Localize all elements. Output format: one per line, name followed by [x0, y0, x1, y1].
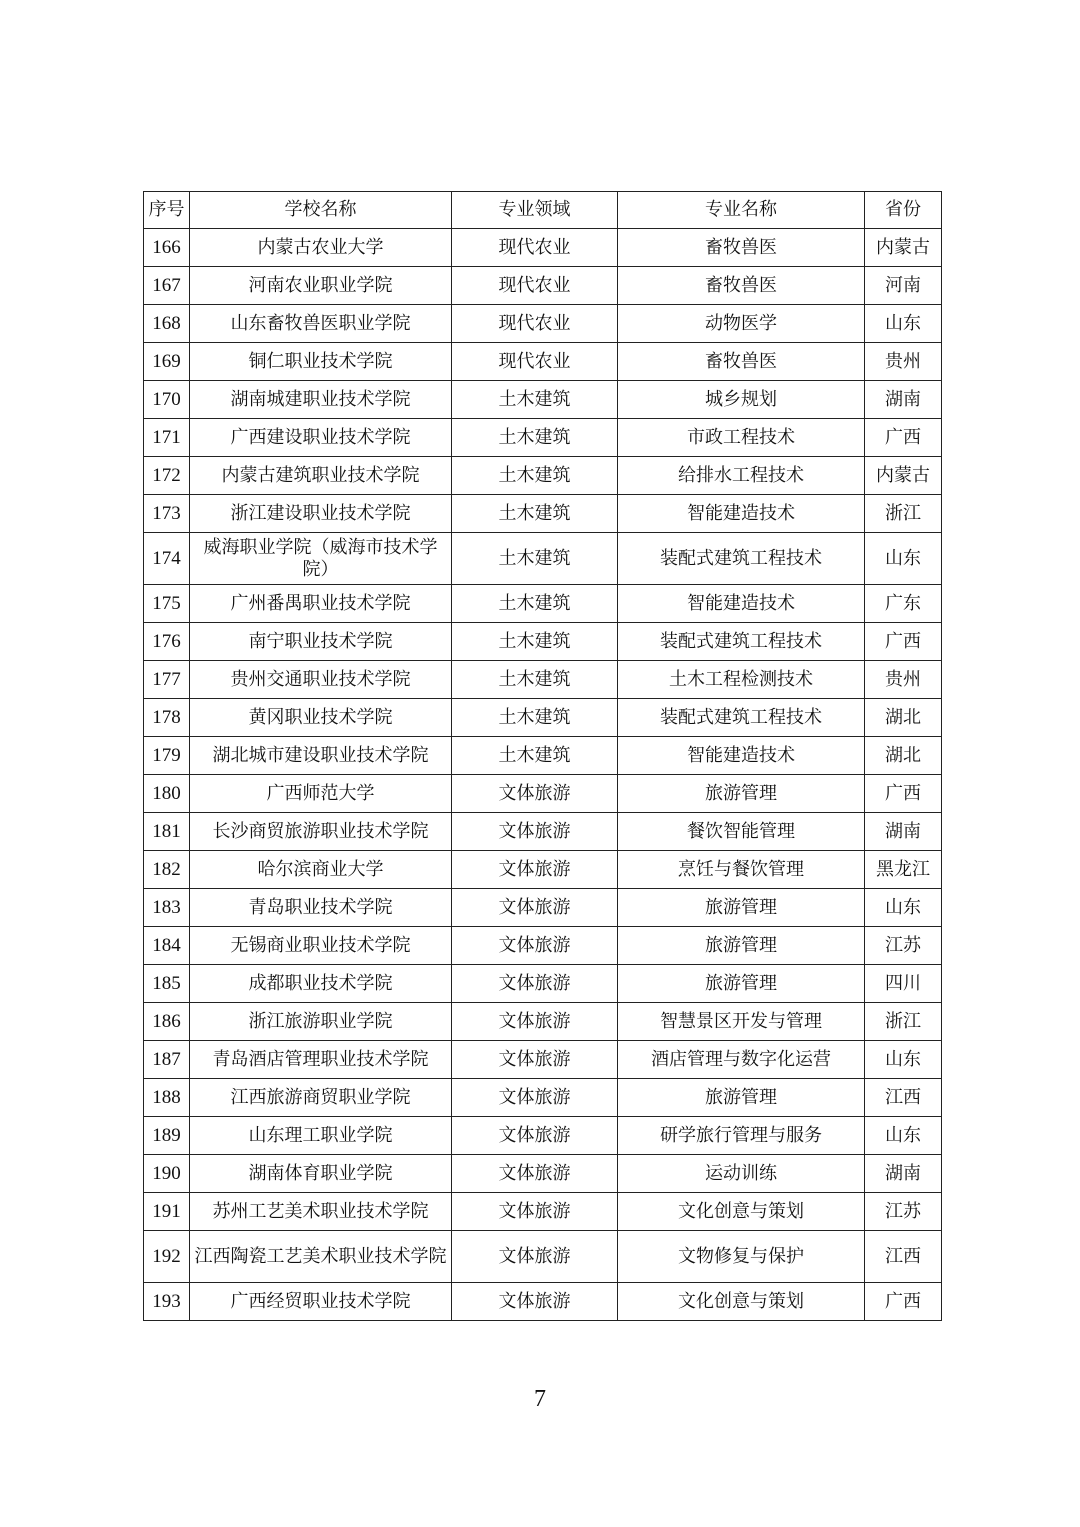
cell-school: 哈尔滨商业大学: [190, 851, 452, 889]
cell-major: 装配式建筑工程技术: [618, 699, 865, 737]
cell-province: 广西: [865, 623, 942, 661]
cell-major: 研学旅行管理与服务: [618, 1117, 865, 1155]
cell-school: 贵州交通职业技术学院: [190, 661, 452, 699]
cell-major: 智能建造技术: [618, 585, 865, 623]
cell-field: 文体旅游: [452, 1193, 618, 1231]
cell-major: 旅游管理: [618, 965, 865, 1003]
cell-field: 现代农业: [452, 267, 618, 305]
cell-school: 黄冈职业技术学院: [190, 699, 452, 737]
cell-province: 江苏: [865, 1193, 942, 1231]
cell-school: 山东理工职业学院: [190, 1117, 452, 1155]
cell-school: 无锡商业职业技术学院: [190, 927, 452, 965]
cell-major: 旅游管理: [618, 1079, 865, 1117]
cell-province: 内蒙古: [865, 229, 942, 267]
cell-no: 174: [144, 533, 190, 585]
table-row: [144, 661, 942, 699]
table-row: [144, 851, 942, 889]
cell-major: 动物医学: [618, 305, 865, 343]
cell-school: 浙江建设职业技术学院: [190, 495, 452, 533]
cell-field: 土木建筑: [452, 661, 618, 699]
cell-major: 畜牧兽医: [618, 267, 865, 305]
cell-school: 南宁职业技术学院: [190, 623, 452, 661]
cell-major: 旅游管理: [618, 927, 865, 965]
cell-school: 江西陶瓷工艺美术职业技术学院: [190, 1231, 452, 1283]
table-row: [144, 737, 942, 775]
cell-major: 文化创意与策划: [618, 1283, 865, 1321]
table-body: [144, 229, 942, 1321]
cell-field: 文体旅游: [452, 813, 618, 851]
cell-major: 智能建造技术: [618, 495, 865, 533]
cell-province: 广西: [865, 419, 942, 457]
cell-province: 四川: [865, 965, 942, 1003]
cell-major: 市政工程技术: [618, 419, 865, 457]
cell-no: 170: [144, 381, 190, 419]
cell-major: 装配式建筑工程技术: [618, 623, 865, 661]
cell-school: 成都职业技术学院: [190, 965, 452, 1003]
cell-field: 土木建筑: [452, 381, 618, 419]
cell-province: 浙江: [865, 1003, 942, 1041]
table-row: [144, 229, 942, 267]
table-row: [144, 495, 942, 533]
table-row: [144, 813, 942, 851]
table-row: [144, 623, 942, 661]
table-row: [144, 965, 942, 1003]
cell-field: 土木建筑: [452, 585, 618, 623]
table-row: [144, 267, 942, 305]
cell-major: 土木工程检测技术: [618, 661, 865, 699]
cell-major: 城乡规划: [618, 381, 865, 419]
cell-school: 青岛职业技术学院: [190, 889, 452, 927]
cell-major: 旅游管理: [618, 889, 865, 927]
cell-school: 铜仁职业技术学院: [190, 343, 452, 381]
cell-major: 给排水工程技术: [618, 457, 865, 495]
header-province: 省份: [865, 192, 942, 229]
cell-school: 湖南体育职业学院: [190, 1155, 452, 1193]
cell-major: 文化创意与策划: [618, 1193, 865, 1231]
table-row: [144, 305, 942, 343]
cell-no: 179: [144, 737, 190, 775]
cell-school: 广西建设职业技术学院: [190, 419, 452, 457]
cell-field: 文体旅游: [452, 1003, 618, 1041]
header-no: 序号: [144, 192, 190, 229]
cell-major: 装配式建筑工程技术: [618, 533, 865, 585]
cell-province: 湖南: [865, 813, 942, 851]
cell-field: 现代农业: [452, 343, 618, 381]
cell-school: 内蒙古农业大学: [190, 229, 452, 267]
cell-field: 现代农业: [452, 229, 618, 267]
cell-province: 内蒙古: [865, 457, 942, 495]
cell-no: 169: [144, 343, 190, 381]
cell-province: 浙江: [865, 495, 942, 533]
cell-province: 山东: [865, 1117, 942, 1155]
table-row: [144, 775, 942, 813]
cell-province: 江西: [865, 1231, 942, 1283]
cell-school: 广西师范大学: [190, 775, 452, 813]
cell-province: 山东: [865, 533, 942, 585]
table-row: [144, 457, 942, 495]
cell-major: 运动训练: [618, 1155, 865, 1193]
cell-province: 山东: [865, 1041, 942, 1079]
table-row: [144, 1079, 942, 1117]
cell-major: 烹饪与餐饮管理: [618, 851, 865, 889]
cell-no: 186: [144, 1003, 190, 1041]
cell-field: 土木建筑: [452, 737, 618, 775]
cell-field: 土木建筑: [452, 457, 618, 495]
cell-school: 山东畜牧兽医职业学院: [190, 305, 452, 343]
cell-field: 文体旅游: [452, 1079, 618, 1117]
cell-school: 广西经贸职业技术学院: [190, 1283, 452, 1321]
cell-no: 193: [144, 1283, 190, 1321]
cell-province: 广东: [865, 585, 942, 623]
cell-no: 187: [144, 1041, 190, 1079]
cell-major: 酒店管理与数字化运营: [618, 1041, 865, 1079]
cell-major: 智慧景区开发与管理: [618, 1003, 865, 1041]
cell-province: 贵州: [865, 343, 942, 381]
table-row: [144, 927, 942, 965]
cell-school: 青岛酒店管理职业技术学院: [190, 1041, 452, 1079]
cell-province: 河南: [865, 267, 942, 305]
table-row: [144, 1155, 942, 1193]
cell-field: 文体旅游: [452, 889, 618, 927]
cell-major: 文物修复与保护: [618, 1231, 865, 1283]
cell-no: 180: [144, 775, 190, 813]
cell-province: 广西: [865, 775, 942, 813]
cell-school: 威海职业学院（威海市技术学院）: [190, 533, 452, 585]
cell-school: 江西旅游商贸职业学院: [190, 1079, 452, 1117]
cell-no: 173: [144, 495, 190, 533]
cell-no: 183: [144, 889, 190, 927]
cell-field: 土木建筑: [452, 495, 618, 533]
cell-no: 172: [144, 457, 190, 495]
page-number: 7: [534, 1386, 546, 1412]
cell-province: 湖北: [865, 737, 942, 775]
cell-no: 176: [144, 623, 190, 661]
cell-no: 191: [144, 1193, 190, 1231]
cell-field: 土木建筑: [452, 419, 618, 457]
schools-table: [143, 191, 942, 1321]
header-row: [144, 192, 942, 229]
cell-no: 175: [144, 585, 190, 623]
cell-school: 河南农业职业学院: [190, 267, 452, 305]
cell-province: 贵州: [865, 661, 942, 699]
cell-major: 畜牧兽医: [618, 229, 865, 267]
cell-province: 江苏: [865, 927, 942, 965]
cell-no: 188: [144, 1079, 190, 1117]
cell-school: 广州番禺职业技术学院: [190, 585, 452, 623]
cell-school: 湖北城市建设职业技术学院: [190, 737, 452, 775]
cell-no: 182: [144, 851, 190, 889]
cell-no: 184: [144, 927, 190, 965]
cell-field: 土木建筑: [452, 533, 618, 585]
cell-field: 文体旅游: [452, 1155, 618, 1193]
cell-province: 湖南: [865, 1155, 942, 1193]
cell-no: 181: [144, 813, 190, 851]
cell-province: 湖南: [865, 381, 942, 419]
header-major: 专业名称: [618, 192, 865, 229]
cell-province: 广西: [865, 1283, 942, 1321]
table-row: [144, 1283, 942, 1321]
cell-no: 190: [144, 1155, 190, 1193]
cell-field: 文体旅游: [452, 1231, 618, 1283]
cell-major: 餐饮智能管理: [618, 813, 865, 851]
table-row: [144, 889, 942, 927]
cell-field: 土木建筑: [452, 699, 618, 737]
cell-no: 189: [144, 1117, 190, 1155]
cell-no: 185: [144, 965, 190, 1003]
table-row: [144, 699, 942, 737]
cell-province: 黑龙江: [865, 851, 942, 889]
cell-field: 文体旅游: [452, 927, 618, 965]
cell-province: 山东: [865, 889, 942, 927]
cell-major: 智能建造技术: [618, 737, 865, 775]
cell-no: 167: [144, 267, 190, 305]
table-row: [144, 1003, 942, 1041]
cell-school: 浙江旅游职业学院: [190, 1003, 452, 1041]
cell-province: 山东: [865, 305, 942, 343]
table-row: [144, 1117, 942, 1155]
cell-field: 文体旅游: [452, 965, 618, 1003]
table-row: [144, 1041, 942, 1079]
cell-major: 畜牧兽医: [618, 343, 865, 381]
table-row: [144, 343, 942, 381]
table-row: [144, 1231, 942, 1283]
table-header: [144, 192, 942, 229]
cell-school: 湖南城建职业技术学院: [190, 381, 452, 419]
cell-field: 文体旅游: [452, 851, 618, 889]
header-school: 学校名称: [190, 192, 452, 229]
cell-field: 文体旅游: [452, 1283, 618, 1321]
cell-school: 内蒙古建筑职业技术学院: [190, 457, 452, 495]
cell-field: 文体旅游: [452, 775, 618, 813]
cell-province: 湖北: [865, 699, 942, 737]
cell-no: 168: [144, 305, 190, 343]
table-row: [144, 419, 942, 457]
cell-no: 177: [144, 661, 190, 699]
cell-field: 文体旅游: [452, 1117, 618, 1155]
cell-no: 166: [144, 229, 190, 267]
cell-no: 178: [144, 699, 190, 737]
table-row: [144, 381, 942, 419]
header-field: 专业领域: [452, 192, 618, 229]
table-row: [144, 585, 942, 623]
table-row: [144, 533, 942, 585]
cell-field: 文体旅游: [452, 1041, 618, 1079]
cell-major: 旅游管理: [618, 775, 865, 813]
table-row: [144, 1193, 942, 1231]
cell-province: 江西: [865, 1079, 942, 1117]
cell-no: 192: [144, 1231, 190, 1283]
cell-no: 171: [144, 419, 190, 457]
cell-field: 现代农业: [452, 305, 618, 343]
cell-field: 土木建筑: [452, 623, 618, 661]
cell-school: 长沙商贸旅游职业技术学院: [190, 813, 452, 851]
cell-school: 苏州工艺美术职业技术学院: [190, 1193, 452, 1231]
